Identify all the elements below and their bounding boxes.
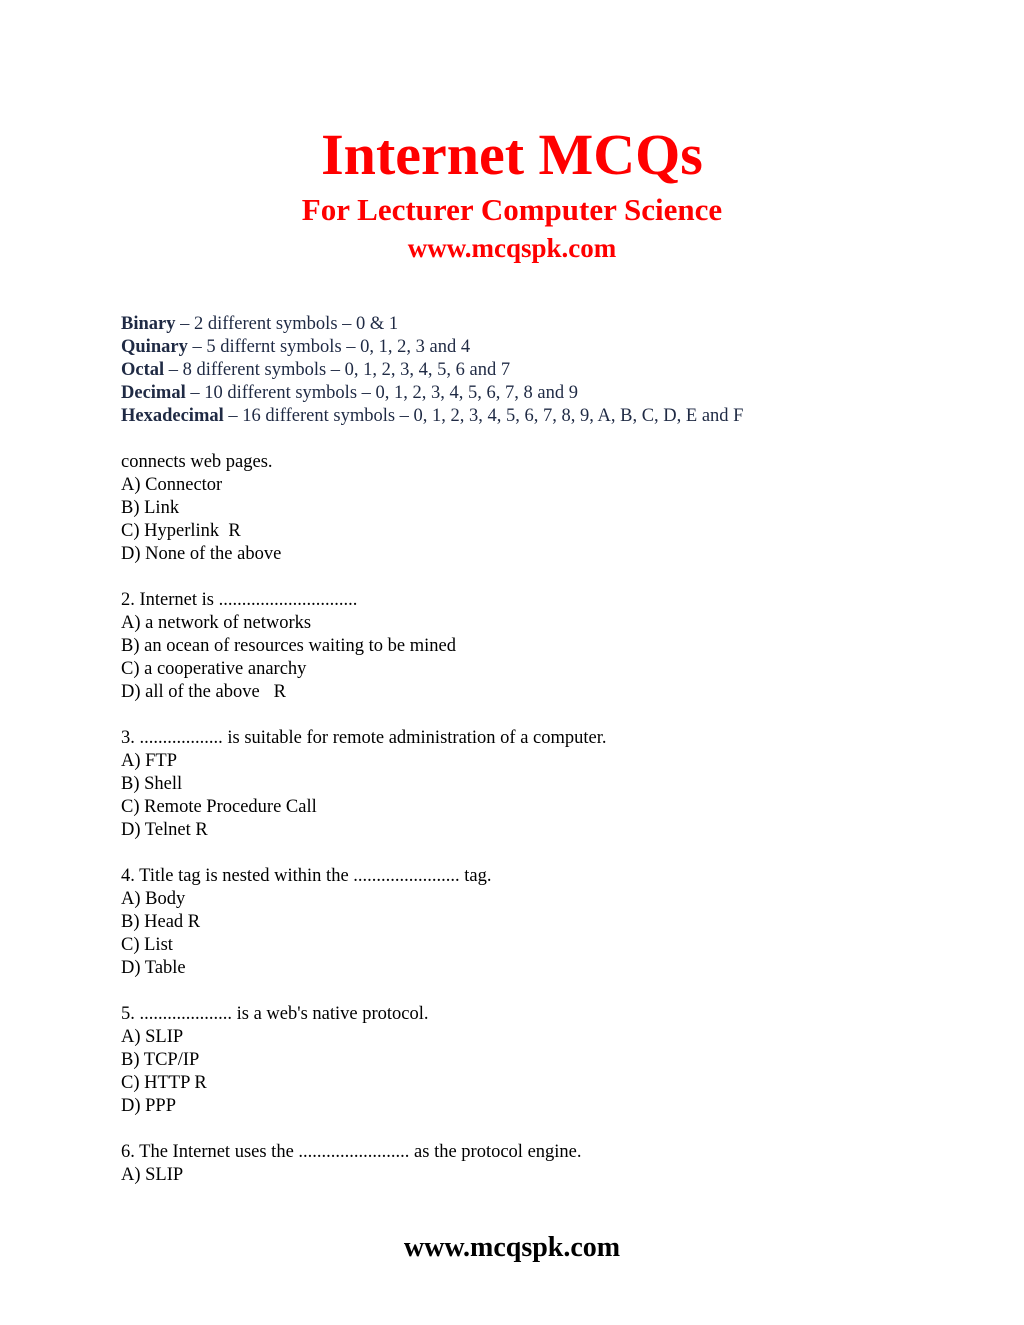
question-text: connects web pages. (121, 452, 273, 472)
answer-option: C) a cooperative anarchy (121, 659, 307, 679)
page-subtitle: For Lecturer Computer Science (301, 192, 723, 227)
number-system-binary (121, 313, 941, 336)
answer-option: D) Telnet R (121, 820, 208, 840)
answer-option: D) PPP (121, 1096, 177, 1116)
spacer (121, 1118, 941, 1141)
question-2 (121, 589, 941, 704)
header-website: www.mcqspk.com (407, 233, 617, 263)
answer-option: C) Hyperlink R (121, 521, 241, 541)
answer-option: A) a network of networks (121, 613, 312, 633)
number-system-desc: – 5 differnt symbols – 0, 1, 2, 3 and 4 (187, 337, 471, 357)
answer-option: D) Table (121, 958, 186, 978)
answer-option: C) Remote Procedure Call (121, 797, 317, 817)
footer-website: www.mcqspk.com (403, 1232, 621, 1263)
number-system-hexadecimal (121, 405, 941, 428)
spacer (121, 428, 941, 451)
answer-option: B) Shell (121, 774, 183, 794)
answer-option: D) all of the above R (121, 682, 286, 702)
question-text: 6. The Internet uses the ........................ as the protocol engine. (121, 1142, 582, 1162)
number-system-name: Hexadecimal (121, 406, 224, 426)
answer-option: A) SLIP (121, 1027, 184, 1047)
answer-option: C) List (121, 935, 173, 955)
number-system-desc: – 2 different symbols – 0 & 1 (175, 314, 399, 334)
answer-option: A) FTP (121, 751, 178, 771)
answer-option: B) TCP/IP (121, 1050, 200, 1070)
answer-option: B) Head R (121, 912, 201, 932)
number-system-decimal (121, 382, 941, 405)
spacer (121, 980, 941, 1003)
question-1 (121, 451, 941, 566)
answer-option: B) an ocean of resources waiting to be mined (121, 636, 456, 656)
number-system-name: Decimal (121, 383, 186, 403)
number-system-name: Binary (121, 314, 176, 334)
number-systems-list (121, 313, 941, 428)
question-text: 3. .................. is suitable for remote administration of a computer. (121, 728, 607, 748)
question-4 (121, 865, 941, 980)
number-system-desc: – 8 different symbols – 0, 1, 2, 3, 4, 5, 6 and 7 (164, 360, 511, 380)
number-system-desc: – 10 different symbols – 0, 1, 2, 3, 4, 5, 6, 7, 8 and 9 (185, 383, 578, 403)
question-6 (121, 1141, 941, 1187)
number-system-octal (121, 359, 941, 382)
answer-option: D) None of the above (121, 544, 282, 564)
answer-option: A) SLIP (121, 1165, 184, 1185)
answer-option: A) Body (121, 889, 186, 909)
question-text: 2. Internet is .............................. (121, 590, 358, 610)
page-title: Internet MCQs (321, 122, 703, 187)
question-text: 5. .................... is a web's native protocol. (121, 1004, 429, 1024)
question-5 (121, 1003, 941, 1118)
answer-option: C) HTTP R (121, 1073, 207, 1093)
spacer (121, 566, 941, 589)
spacer (121, 704, 941, 727)
number-system-desc: – 16 different symbols – 0, 1, 2, 3, 4, 5, 6, 7, 8, 9, A, B, C, D, E and F (223, 406, 744, 426)
number-system-name: Octal (121, 360, 165, 380)
number-system-quinary (121, 336, 941, 359)
document-body (121, 313, 941, 1187)
document-header (0, 120, 1024, 266)
spacer (121, 842, 941, 865)
number-system-name: Quinary (121, 337, 188, 357)
answer-option: A) Connector (121, 475, 223, 495)
question-text: 4. Title tag is nested within the ....................... tag. (121, 866, 492, 886)
answer-option: B) Link (121, 498, 180, 518)
question-3 (121, 727, 941, 842)
